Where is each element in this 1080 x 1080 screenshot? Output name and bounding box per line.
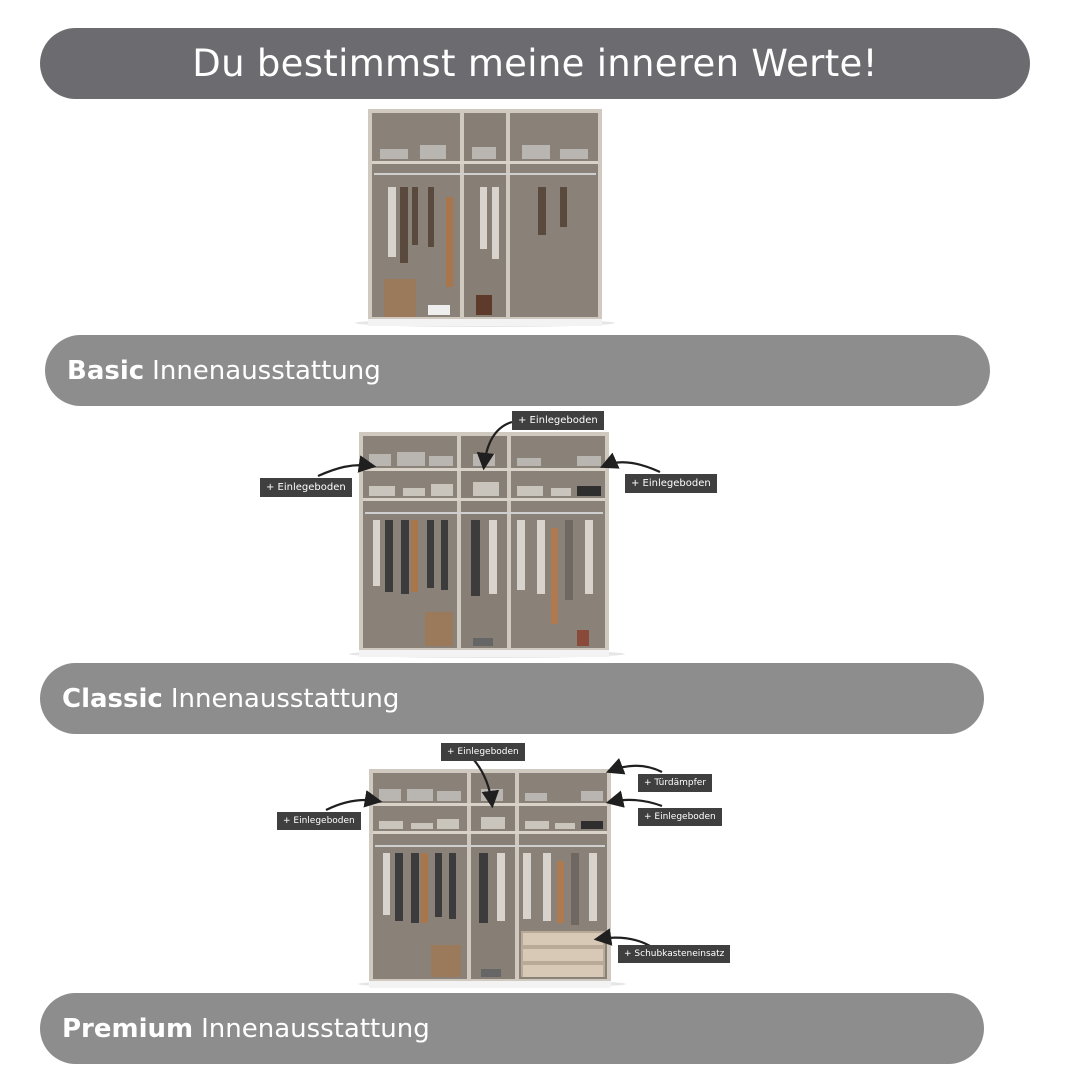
arrow-premium-door [610,766,662,772]
label-premium-right: + Einlegeboden [638,808,722,826]
arrow-classic-right [604,462,660,472]
tier-premium-name: Premium [62,1013,194,1044]
label-classic-right: + Einlegeboden [625,474,717,493]
arrow-classic-top [484,422,512,466]
label-premium-door: + Türdämpfer [638,774,712,792]
label-classic-top: + Einlegeboden [512,411,604,430]
tier-basic-suffix: Innenausstattung [152,355,381,386]
arrow-premium-left [326,800,378,810]
tier-basic-name: Basic [67,355,145,386]
tier-classic-name: Classic [62,683,163,714]
page-title: Du bestimmst meine inneren Werte! [192,42,878,85]
arrow-classic-left [318,465,372,476]
tier-premium-suffix: Innenausstattung [201,1013,430,1044]
arrow-premium-top [474,760,492,804]
tier-classic-suffix: Innenausstattung [170,683,400,714]
label-premium-top: + Einlegeboden [441,743,525,761]
label-premium-drawer: + Schubkasteneinsatz [618,945,730,963]
label-premium-left: + Einlegeboden [277,812,361,830]
arrow-premium-right [610,800,662,806]
label-classic-left: + Einlegeboden [260,478,352,497]
